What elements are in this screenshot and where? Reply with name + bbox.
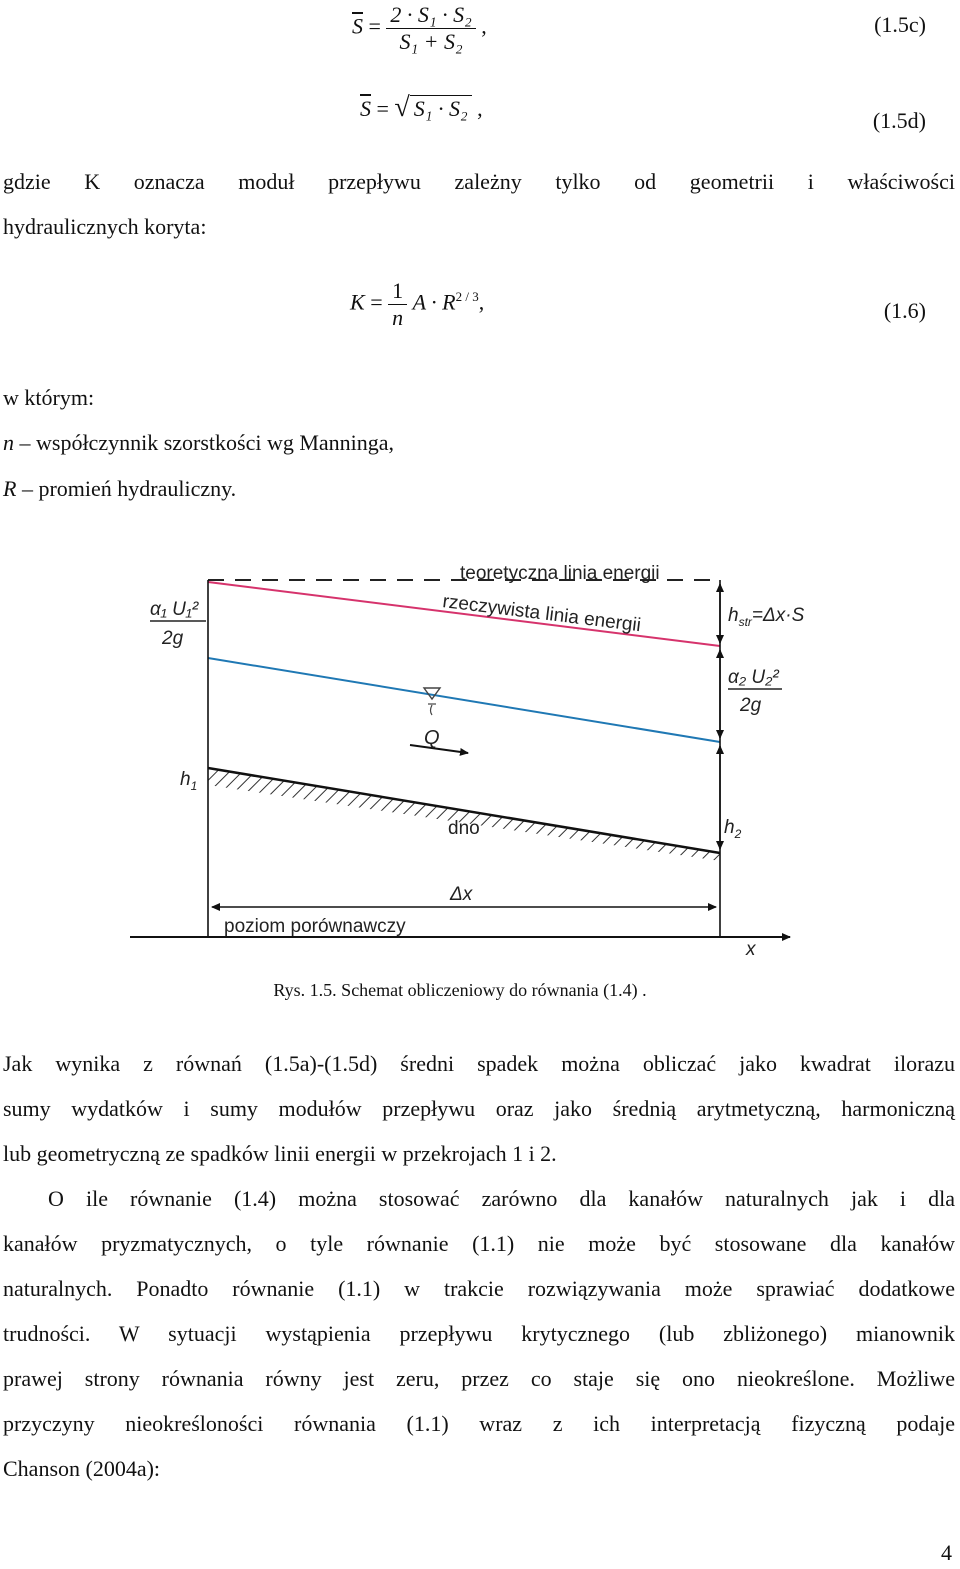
h1-label: $h_1$ [180,769,198,793]
eq-lhs: K [350,289,365,315]
eq-lhs: $\overline{S}$ [360,96,371,121]
paragraph-2-line-2: kanałów pryzmatycznych, o tyle równanie (1.1) nie może być stosowane dla kanałów [3,1231,955,1256]
paragraph-1-line-3: lub geometryczną ze spadków linii energii w przekrojach 1 i 2. [3,1141,557,1166]
hstr-label: $h_{str}=\Delta x\cdot S$ [728,605,805,629]
paragraph-2-line-4: trudności. W sytuacji wystąpienia przepływu krytycznego (lub zbliżonego) mianownik [3,1321,955,1346]
equation-1-5d [360,92,483,124]
velocity-head-1-num: α₁ U₁² [150,599,199,620]
water-surface-line [208,658,720,742]
velocity-head-2-num: α₂ U₂² [728,667,779,688]
equation-number-1-5c: (1.5c) [874,12,926,37]
x-axis-label: x [746,939,756,960]
definition-r [3,466,236,511]
eq-tail: , [481,13,487,39]
paragraph-2-line-3: naturalnych. Ponadto równanie (1.1) w trakcie rozwiązywania może sprawiać dodatkowe [3,1276,955,1301]
equals-sign: = [368,13,387,39]
datum-label: poziom porównawczy [224,916,406,937]
theoretical-line-label: teoretyczna linia energii [460,563,660,584]
intro-line-2: hydraulicznych koryta: [3,214,207,239]
channel-bed-line [208,768,720,853]
eq-tail: , [478,289,485,315]
sqrt-icon: √ [394,92,410,123]
definition-n [3,420,394,465]
eq-fraction [388,278,407,331]
definition-symbol: R [3,476,17,501]
equation-number-1-6: (1.6) [883,298,926,323]
eq-exponent: 2 / 3 [455,289,479,305]
equation-number-1-5d: (1.5d) [872,108,926,133]
definition-text: – współczynnik szorstkości wg Manninga, [19,430,395,455]
figure-caption: Rys. 1.5. Schemat obliczeniowy do równania (1.4) . [273,980,647,1000]
dx-label: Δx [450,884,473,905]
velocity-head-2-den: 2g [740,695,762,716]
paragraph-2-line-6: przyczyny nieokreśloności równania (1.1) wraz z ich interpretacją fizyczną podaje [3,1411,955,1436]
paragraph-2-line-5: prawej strony równania równy jest zeru, przez co staje się ono nieokreślone. Możliwe [3,1366,955,1391]
eq-numerator: 2 · S₁ · S₂ [386,2,475,29]
paragraph-1-line-1: Jak wynika z równań (1.5a)-(1.5d) średni spadek można obliczać jako kwadrat ilorazu [3,1051,955,1076]
eq-tail: , [477,96,483,121]
equals-sign: = [376,96,395,121]
actual-line-label: rzeczywista linia energii [441,591,643,637]
eq-numerator: 1 [388,278,407,305]
flow-label: Q [424,727,440,749]
definition-text: – promień hydrauliczny. [21,476,237,501]
energy-line-diagram [0,555,960,970]
equation-1-5c [352,2,487,55]
eq-denominator: S₁ + S₂ [399,29,463,54]
page-number: 4 [941,1540,952,1565]
eq-rhs: A · R [412,289,456,315]
bed-label: dno [448,818,480,839]
eq-denominator: n [392,305,404,330]
velocity-head-1-den: 2g [162,628,184,649]
eq-fraction [386,2,475,55]
definition-symbol: n [3,430,14,455]
intro-line-1: gdzie K oznacza moduł przepływu zależny tylko od geometrii i właściwości [3,169,955,194]
paragraph-1-line-2: sumy wydatków i sumy modułów przepływu oraz jako średnią arytmetyczną, harmoniczną [3,1096,955,1121]
paragraph-2-line-1: O ile równanie (1.4) można stosować zarówno dla kanałów naturalnych jak i dla [48,1186,955,1211]
eq-lhs: $\overline{S}$ [352,13,363,39]
eq-radicand: S₁ · S₂ [410,95,472,121]
equals-sign: = [370,289,389,315]
w-ktorym-label: w którym: [3,385,95,410]
equation-1-6 [350,278,484,331]
h2-label: $h_2$ [724,817,742,841]
paragraph-2-line-7: Chanson (2004a): [3,1456,161,1481]
